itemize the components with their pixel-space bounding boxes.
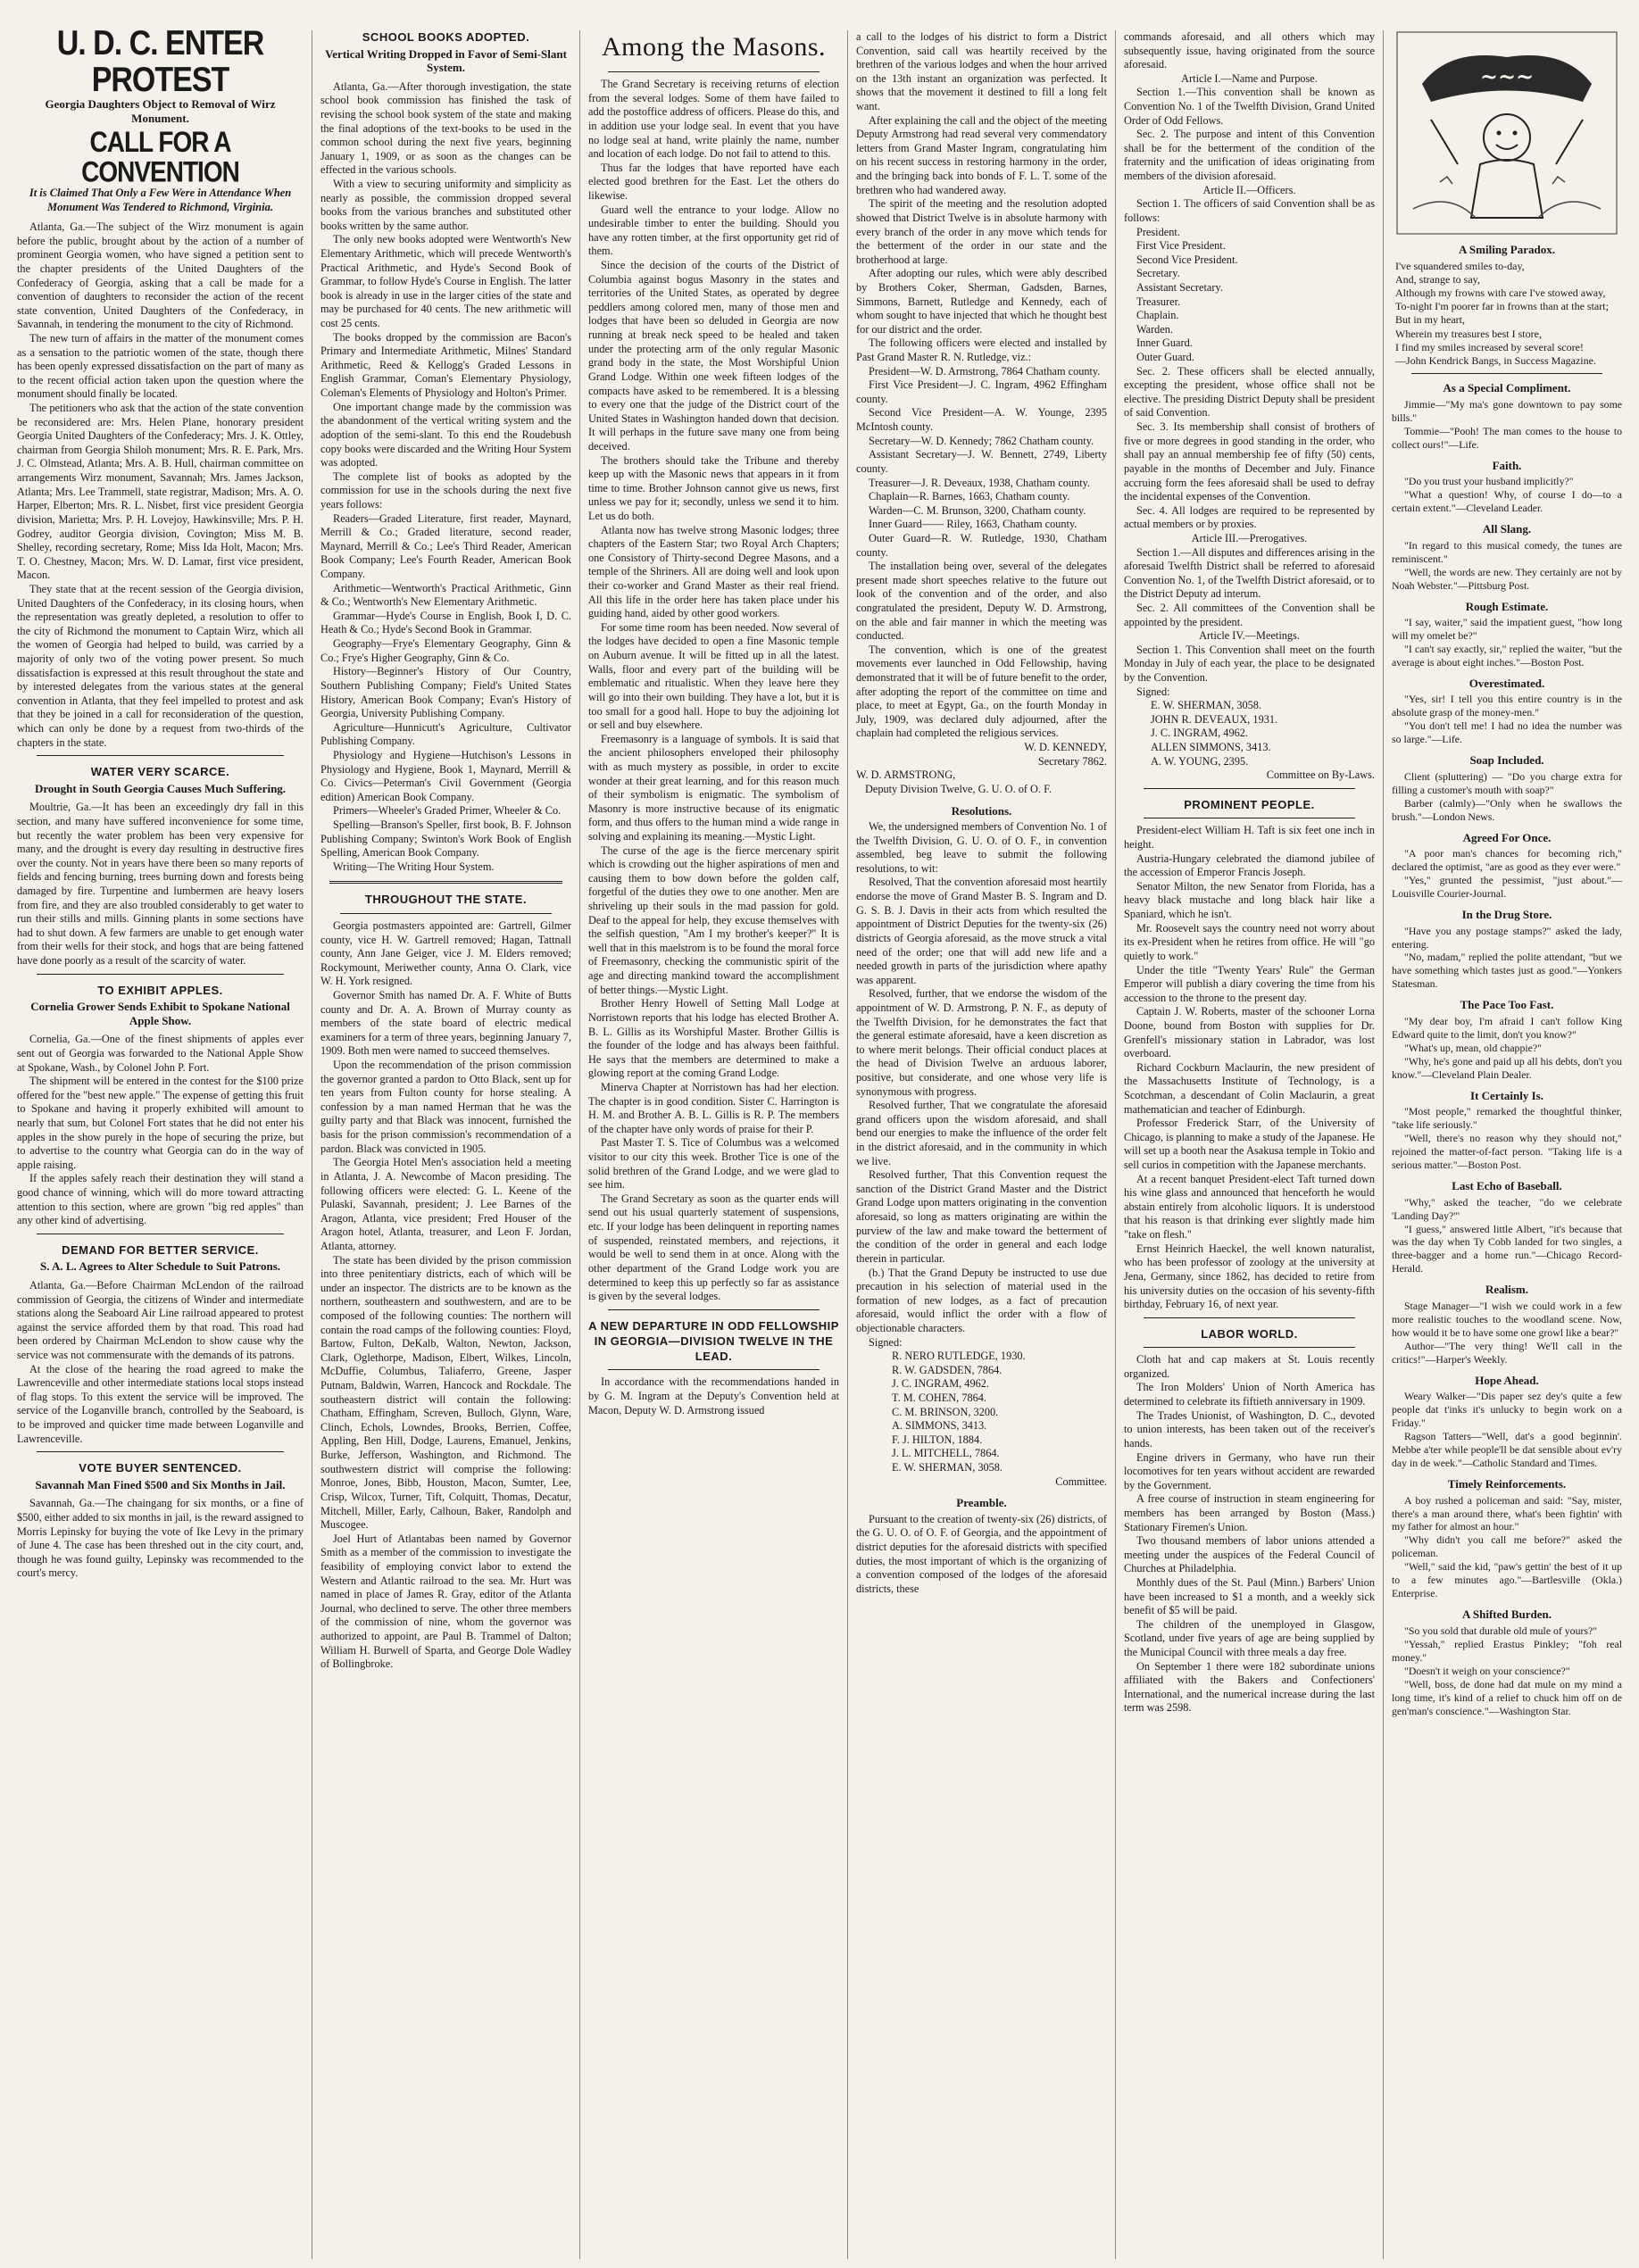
article-heading: Article II.—Officers. bbox=[1202, 183, 1296, 196]
deck: Vertical Writing Dropped in Favor of Semi-Slant System. bbox=[325, 46, 567, 75]
paragraph: Section 1. The officers of said Convention shall be as follows: bbox=[1124, 197, 1375, 224]
joke-title: A Smiling Paradox. bbox=[1459, 243, 1555, 256]
signature: W. D. KENNEDY, bbox=[1024, 741, 1107, 754]
article-heading: Article IV.—Meetings. bbox=[1199, 629, 1300, 643]
paragraph: Treasurer—J. R. Deveaux, 1938, Chatham county. bbox=[869, 476, 1091, 489]
paragraph: Readers—Graded Literature, first reader, Maynard, Merrill & Co.; Graded literature, second reader, Maynard, Merrill & Co.; Lee's Third Reader, American Book Company; Lee's Fourth Reader, American Book Company. bbox=[320, 511, 571, 581]
paragraph: Past Master T. S. Tice of Columbus was a welcomed visitor to our city this week. Brother Tice is one of the solid brethren of the Grand Lodge, and we were glad to see him. bbox=[588, 1136, 839, 1192]
poem-line: To-night I'm poorer far in frowns than at the start; bbox=[1395, 300, 1609, 313]
humor-cartoon-illustration bbox=[1395, 30, 1618, 236]
column-3 bbox=[580, 30, 848, 2259]
paragraph: Brother Henry Howell of Setting Mall Lodge at Norristown reports that his lodge has elected Brother A. B. L. Gillis as its Worshipful Master. Brother Gillis is the founder of the lodge and has always been faithful. He says that the members are determined to make a glowing report at the coming Grand Lodge. bbox=[588, 997, 839, 1080]
paragraph: The curse of the age is the fierce mercenary spirit which is crowding out the higher aspirations of men and causing them to bow down before the golden calf, forgetful of the duties they owe to one another. Men are shriveling up their souls in the mad passion for gold. Deaf to the appeal for help, they excuse themselves with the selfish question, "Am I my brother's keeper?" It is well that in this maelstrom is to be found the moral force of Freemasonry, checking the communistic spirit of the age and directing mankind toward the accomplishment of better things.—Mystic Light. bbox=[588, 843, 839, 996]
committee-member: J. L. MITCHELL, 7864. bbox=[892, 1447, 1000, 1460]
headline-water: WATER VERY SCARCE. bbox=[90, 765, 230, 779]
committee-member: J. C. INGRAM, 4962. bbox=[1151, 727, 1248, 740]
deck: Savannah Man Fined $500 and Six Months in Jail. bbox=[35, 1477, 286, 1491]
officer-title: Warden. bbox=[1136, 322, 1174, 336]
headline-masons: Among the Masons. bbox=[602, 32, 826, 62]
paragraph: Moultrie, Ga.—It has been an exceedingly dry fall in this section, and many have suffered inconvenience for some time, but recently the water problem has been very expensive for many, and the drought is every day resulting in destructive fires over the county. Not in years have there been so many reports of fields and fencing burning, trees burning down and forests being damaged by fire. Turpentine and lumbermen are heavy losers from fire, and they are also troubled considerably to get water to run their stills and mills. Ginning plants in some sections have had to shut down. A few farmers are unable to get enough water from their wells for their stock, and hogs that are being fattened have done poorly as a result of the scarcity of water. bbox=[17, 801, 304, 968]
paragraph: The following officers were elected and installed by Past Grand Master R. N. Rutledge, viz.: bbox=[856, 336, 1107, 364]
joke-title: Overestimated. bbox=[1468, 676, 1545, 690]
headline-labor-world: LABOR WORLD. bbox=[1201, 1326, 1298, 1341]
paragraph: Section 1.—This convention shall be known as Convention No. 1 of the Twelfth Division, Grand United Order of Odd Fellows. bbox=[1124, 86, 1375, 127]
paragraph: Upon the recommendation of the prison commission the governor granted a pardon to Otto Black, sent up for ten years from Fulton county for horse stealing. A confession by a man named Herman that he was the guilty party and that Black was innocent, furnished the basis for the prison commission's recommendation of a pardon. Black was convicted in 1905. bbox=[320, 1059, 571, 1155]
paragraph: After explaining the call and the object of the meeting Deputy Armstrong had read several very commendatory letters from Grand Master Ingram, congratulating him on his recent success in restoring harmony in the order, and the bringing back into bonds of F. L. T. some of the brethren who had wandered away. bbox=[856, 113, 1107, 196]
committee-member: E. W. SHERMAN, 3058. bbox=[1151, 699, 1262, 712]
paragraph: We, the undersigned members of Convention No. 1 of the Twelfth Division, G. U. O. of O. F., in convention assembled, beg leave to submit the following resolutions, to wit: bbox=[856, 820, 1107, 875]
paragraph: The only new books adopted were Wentworth's New Elementary Arithmetic, which will precede Wentworth's Practical Arithmetic, and Hyde's Second Book of Grammar, to follow Hyde's Course in English. The latter book is already in use in the larger cities of the state and may be purchased for 40 cents. The new arithmetic will cost 25 cents. bbox=[320, 233, 571, 330]
joke-title: Soap Included. bbox=[1469, 753, 1544, 768]
paragraph: The Georgia Hotel Men's association held a meeting in Atlanta, J. A. Newcombe of Macon presiding. The following officers were elected: G. L. Keene of the Pulaski, Savannah, president; J. Lee Barnes of the Aragon, Atlanta, vice president; Fred Houser of the Aragon hotel, Atlanta, treasurer, and Leon F. Jordan, Atlanta, attorney. bbox=[320, 1156, 571, 1252]
poem-line: And, strange to say, bbox=[1395, 272, 1480, 286]
article-heading: Article III.—Prerogatives. bbox=[1191, 531, 1308, 544]
paragraph: Secretary—W. D. Kennedy; 7862 Chatham county. bbox=[869, 434, 1094, 447]
paragraph: Sec. 3. Its membership shall consist of brothers of five or more degrees in good standing in the order, who shall pay an annual membership fee of fifty (50) cents, payable in the months of December and July. Finance accruing form the fees aforesaid shall be used to defray the incidental expenses of the Convention. bbox=[1124, 420, 1375, 503]
committee-member: A. W. YOUNG, 2395. bbox=[1151, 754, 1249, 768]
headline-service: DEMAND FOR BETTER SERVICE. bbox=[62, 1242, 259, 1257]
paragraph: The Grand Secretary is receiving returns of election from the several lodges. Some of them have failed to add the postoffice address of officers. Please do this, and in addition use your lodge seal. In event that you have no lodge seal at hand, write plainly the name, number and location of each lodge. Do not fail to attend to this. bbox=[588, 78, 839, 161]
committee-member: JOHN R. DEVEAUX, 1931. bbox=[1151, 712, 1278, 726]
paragraph: Chaplain—R. Barnes, 1663, Chatham county. bbox=[869, 490, 1070, 503]
joke-line: "Do you trust your husband implicitly?" bbox=[1404, 475, 1574, 488]
paragraph: Section 1. This Convention shall meet on the fourth Monday in July of each year, the place to be designated by the Convention. bbox=[1124, 643, 1375, 685]
poem-line: I've squandered smiles to-day, bbox=[1395, 259, 1525, 272]
joke-title: Realism. bbox=[1485, 1283, 1529, 1297]
joke-line: Jimmie—"My ma's gone downtown to pay some bills." bbox=[1392, 397, 1622, 424]
joke-line: "Most people," remarked the thoughtful thinker, "take life seriously." bbox=[1392, 1105, 1622, 1132]
divider bbox=[37, 974, 284, 975]
paragraph: Professor Frederick Starr, of the University of Chicago, is planning to make a study of the Japanese. He will set up a booth near the Asakusa temple in Tokio and sell curios in competition with the Japanese merchants. bbox=[1124, 1117, 1375, 1172]
committee-label: Committee on By-Laws. bbox=[1266, 768, 1375, 782]
paragraph: Warden—C. M. Brunson, 3200, Chatham county. bbox=[869, 503, 1086, 517]
paragraph: The new turn of affairs in the matter of the monument comes as a sensation to the patriotic women of the state, though there has been openly expressed dissatisfaction on the part of many as to the recent official action taken upon the question where the monument should finally be located. bbox=[17, 331, 304, 401]
paragraph: Assistant Secretary—J. W. Bennett, 2749, Liberty county. bbox=[856, 448, 1107, 475]
divider bbox=[1144, 788, 1355, 789]
paragraph: They state that at the recent session of the Georgia division, United Daughters of the Confederacy, in its closing hours, when the representation was greatly depleted, a resolution to offer to the city of Richmond the monument to Captain Wirz, which all the women of Georgia had helped to build, was carried by a majority of only two of the voting power present. So much dissatisfaction is expressed at this result throughout the state and by interested delegates from the various states at the general convention in Atlanta, that they feel impelled to protest and ask that they be joined in a call for reconsideration of the question, which can only be done by a request from two-thirds of the chapters in the state. bbox=[17, 582, 304, 749]
paragraph: Sec. 2. The purpose and intent of this Convention shall be for the betterment of the condition of the fraternity and the unification of ideas originating from members of the division aforesaid. bbox=[1124, 128, 1375, 183]
deck: Georgia Daughters Object to Removal of Wirz Monument. bbox=[45, 97, 276, 125]
paragraph: Grammar—Hyde's Course in English, Book I, D. C. Heath & Co.; Hyde's Second Book in Grammar. bbox=[320, 609, 571, 636]
paragraph: Inner Guard—— Riley, 1663, Chatham county. bbox=[869, 518, 1077, 531]
paragraph: The children of the unemployed in Glasgow, Scotland, under five years of age are being supplied by the Municipal Council with three meals a day free. bbox=[1124, 1617, 1375, 1659]
paragraph: Section 1.—All disputes and differences arising in the aforesaid Twelfth District shall be referred to aforesaid Convention No. 1, of the Twelfth District aforesaid, or to the District Deputy ad interum. bbox=[1124, 545, 1375, 601]
paragraph: The state has been divided by the prison commission into three penitentiary districts, each of which will be under an inspector. The districts are to be known as the northern, southeastern and southwestern, and are to be composed of the following counties: The northern will contain the road camps of the following counties: Floyd, Bartow, Fulton, DeKalb, Walton, Newton, Jackson, Clark, Oglethorpe, Madison, Elbert, Wilkes, Lincoln, McDuffie, Columbus, Taliaferro, Greene, Jasper Putnam, Baldwin, Warren, Hancock and Rockdale. The southeastern district will contain the following: Chatham, Effingham, Screven, Bulloch, Glynn, Ware, Clinch, Echols, Lowndes, Brooks, Berrien, Coffee, Appling, Ben Hill, Dodge, Laurens, Emanuel, Jenkins, Burke, Jefferson, Washington, and Richmond. The southwestern district will comprise the following: Monroe, Jones, Bibb, Houston, Macon, Sumter, Lee, Crisp, Wilcox, Turner, Tift, Colquitt, Thomas, Decatur, Mitchell, Miller, Early, Calhoun, Baker, Randolph and Muscogee. bbox=[320, 1253, 571, 1532]
paragraph: The Grand Secretary as soon as the quarter ends will send out his usual quarterly statement of suspensions, etc. If your lodge has been delinquent in reporting names of suspended, reinstated members, and rejections, it would be well to send them in at once. Along with the other department of the Grand Lodge work you are determined to keep this up perfectly so far as assistance is given by the several lodges. bbox=[588, 1192, 839, 1303]
paragraph: Arithmetic—Wentworth's Practical Arithmetic, Ginn & Co.; Wentworth's New Elementary Arithmetic. bbox=[320, 581, 571, 609]
committee-member: T. M. COHEN, 7864. bbox=[892, 1392, 987, 1404]
joke-line: A boy rushed a policeman and said: "Say, mister, there's a man around there, what's been fightin' with my father for almost an hour." bbox=[1392, 1493, 1622, 1533]
paragraph: Pursuant to the creation of twenty-six (26) districts, of the G. U. O. of O. F. of Georgia, and the appointment of district deputies for the aforesaid districts with specified duties, the most important of which is the organizing of a convention composed of the lodges of the aforesaid districts, these bbox=[856, 1512, 1107, 1595]
paragraph: For some time room has been needed. Now several of the lodges have decided to open a fine Masonic temple on Auburn avenue. It will be fitted up in all the latest. Walls, floor and every part of the building will be emblematic and ritualistic. When they leave here they will go into their own building. They have a lot, but it is too small for a good hall. Hope to buy the adjoining lot or sell and buy elsewhere. bbox=[588, 620, 839, 732]
paragraph: Ernst Heinrich Haeckel, the well known naturalist, who has been professor of zoology at the university at Jena, Germany, since 1862, has decided to retire from his university duties on the occasion of his seventy-fifth birthday, February 16, of next year. bbox=[1124, 1242, 1375, 1311]
joke-title: It Certainly Is. bbox=[1470, 1088, 1543, 1102]
joke-line: "Well," said the kid, "paw's gettin' the best of it up to a few minutes ago."—Bartlesville (Okla.) Enterprise. bbox=[1392, 1560, 1622, 1600]
joke-title: As a Special Compliment. bbox=[1443, 381, 1571, 395]
paragraph: Atlanta now has twelve strong Masonic lodges; three chapters of the Eastern Star; two Royal Arch Chapters; one Consistory of Thirty-second Degree Masons, and a temple of the Shriners. All are doing well and look upon their co-worker and Grand Master as their real friend. All this life in the order here has taken place under his guiding hand, aided by other good workers. bbox=[588, 523, 839, 620]
paragraph: President—W. D. Armstrong, 7864 Chatham county. bbox=[869, 364, 1101, 378]
officer-title: Chaplain. bbox=[1136, 309, 1179, 322]
bylaws-committee-names bbox=[1124, 699, 1375, 768]
paragraph: At a recent banquet President-elect Taft turned down his wine glass and announced that henceforth he would abstain entirely from alcoholic liquors. It is understood that his reason is that drinking ever slightly made him "take on flesh." bbox=[1124, 1172, 1375, 1242]
joke-title: Rough Estimate. bbox=[1465, 599, 1549, 613]
joke-line: "In regard to this musical comedy, the tunes are reminiscent." bbox=[1392, 538, 1622, 565]
joke-line: "Yes," grunted the pessimist, "just about."—Louisville Courier-Journal. bbox=[1392, 874, 1622, 901]
paragraph: The complete list of books as adopted by the commission for use in the schools during the next five years follows: bbox=[320, 469, 571, 511]
paragraph: Sec. 2. All committees of the Convention shall be appointed by the president. bbox=[1124, 601, 1375, 628]
joke-line: "Have you any postage stamps?" asked the lady, entering. bbox=[1392, 924, 1622, 951]
committee-member: E. W. SHERMAN, 3058. bbox=[892, 1461, 1003, 1475]
paragraph: The installation being over, several of the delegates present made short speeches relative to the future out look of the convention and of the order, and also congratulated the president, Deputy W. D. Armstrong, on the able and fair manner in which the meeting was conducted. bbox=[856, 560, 1107, 643]
joke-line: "You don't tell me! I had no idea the number was so large."—Life. bbox=[1392, 719, 1622, 746]
column-2 bbox=[312, 30, 580, 2259]
headline-apples: TO EXHIBIT APPLES. bbox=[97, 983, 223, 997]
columns bbox=[9, 30, 1630, 2259]
headline-throughout-state: THROUGHOUT THE STATE. bbox=[364, 893, 528, 907]
joke-line: Barber (calmly)—"Only when he swallows the brush."—London News. bbox=[1392, 796, 1622, 823]
committee-member: C. M. BRINSON, 3200. bbox=[892, 1405, 999, 1418]
paragraph: Atlanta, Ga.—After thorough investigation, the state school book commission has finished the task of revising the school book system of the state and making the final adoptions of the text-books to be used in the common school during the next five years, beginning January 1, 1909, or as soon as the changes can be effected in the various schools. bbox=[320, 79, 571, 177]
paragraph: Monthly dues of the St. Paul (Minn.) Barbers' Union have been increased to $1 a month, and a weekly sick benefit of $5 will be paid. bbox=[1124, 1575, 1375, 1617]
paragraph: Austria-Hungary celebrated the diamond jubilee of the accession of Emperor Francis Joseph. bbox=[1124, 852, 1375, 879]
joke-line: Ragson Tatters—"Well, dat's a good beginnin'. Mebbe a'ter while people'll be dat sensible about ev'ry day in de week."—Catholic Standard and Times. bbox=[1392, 1430, 1622, 1470]
joke-line: "Why, he's gone and paid up all his debts, don't you know."—Cleveland Plain Dealer. bbox=[1392, 1054, 1622, 1081]
joke-line: "Why," asked the teacher, "do we celebrate 'Landing Day?'" bbox=[1392, 1195, 1622, 1222]
joke-title: Agreed For Once. bbox=[1462, 830, 1552, 844]
column-5 bbox=[1116, 30, 1384, 2259]
committee-member: R. NERO RUTLEDGE, 1930. bbox=[892, 1350, 1026, 1363]
poem-line: Wherein my treasures best I store, bbox=[1395, 327, 1542, 340]
paragraph: Since the decision of the courts of the District of Columbia against bogus Masonry in the states and territories of the United States, as operated by degree peddlers among colored men, many of those men and lodges that have been so deluded in Georgia are now running at break neck speed to be healed and taken under the protecting arm of the only regular Masonic grand body in the state, the Most Worshipful Union Grand Lodge. Within one week fifteen lodges of the compacts have asked to be remembered. It is a blessing to every one that the judge of the District court of the United States in Washington handed down that decision. It will perhaps in the future save many one from being deceived. bbox=[588, 259, 839, 453]
paragraph: Joel Hurt of Atlantabas been named by Governor Smith as a member of the commission to investigate the feasibility of employing convict labor to extend the Western and Atlantic railroad to the sea. Mr. Hurt was named in place of James R. Gray, editor of the Atlanta Journal, who declined to serve. The other three members of the commission of nine, whom the governor was authorized to appoint, are Paul B. Trammel of Dalton; William H. Burwell of Sparta, and George Dole Wadley of Bollingbroke. bbox=[320, 1532, 571, 1671]
joke-line: "Yessah," replied Erastus Pinkley; "foh real money." bbox=[1392, 1637, 1622, 1664]
officer-title: Assistant Secretary. bbox=[1136, 280, 1223, 294]
paragraph: President-elect William H. Taft is six feet one inch in height. bbox=[1124, 824, 1375, 852]
paragraph: Freemasonry is a language of symbols. It is said that the ancient philosophers enveloped their philosophy with as much mystery as possible, in order to excite wonder at their great learning, and for this reason much of their symbolism is enigmatic. The symbolism of Masonry is more instructive because of its enigmatic form, and thus offers to the human mind a wide range in solving and explaining its meaning.—Mystic Light. bbox=[588, 732, 839, 843]
headline-school-books: SCHOOL BOOKS ADOPTED. bbox=[362, 30, 530, 44]
paragraph: Spelling—Branson's Speller, first book, B. F. Johnson Publishing Company; Swinton's Work Book of English Spelling, American Book Company. bbox=[320, 818, 571, 860]
poem-line: But in my heart, bbox=[1395, 313, 1465, 327]
paragraph: The books dropped by the commission are Bacon's Primary and Intermediate Arithmetic, Milnes' Standard Arithmetic, Reed & Kellogg's Graded Lessons in English Grammar, Coman's Elementary Physiology, Coleman's Elements of Physiology and Holton's Primer. bbox=[320, 330, 571, 400]
joke-line: "I can't say exactly, sir," replied the waiter, "but the average is about eight inches."—Boston Post. bbox=[1392, 642, 1622, 669]
deck: S. A. L. Agrees to Alter Schedule to Suit Patrons. bbox=[39, 1259, 281, 1274]
paragraph: a call to the lodges of his district to form a District Convention, said call was heartily received by the brethren of the various lodges and when the hour arrived on the 13th instant an organization was perfected. It shows that the movement it destined to fill a long felt want. bbox=[856, 30, 1107, 113]
subhead-preamble: Preamble. bbox=[956, 1496, 1007, 1510]
paragraph: Thus far the lodges that have reported have each elected good brethren for the East. Let the others do likewise. bbox=[588, 161, 839, 202]
svg-text:~~~: ~~~ bbox=[1479, 63, 1535, 89]
headline-odd-fellowship: A NEW DEPARTURE IN ODD FELLOWSHIP IN GEORGIA—DIVISION TWELVE IN THE LEAD. bbox=[588, 1318, 839, 1363]
paragraph: One important change made by the commission was the abandonment of the vertical writing system and the adoption of the semi-slant. To this end the Roudebush copy books were discarded and the Writing Hour System was adopted. bbox=[320, 400, 571, 469]
signature-title: Secretary 7862. bbox=[1037, 754, 1107, 768]
paragraph: The Trades Unionist, of Washington, D. C., devoted to union interests, has been taken out of the receiver's hands. bbox=[1124, 1408, 1375, 1450]
joke-line: "Why didn't you call me before?" asked the policeman. bbox=[1392, 1533, 1622, 1560]
joke-line: Tommie—"Pooh! The man comes to the house to collect ours!"—Life. bbox=[1392, 424, 1622, 451]
paragraph: Cloth hat and cap makers at St. Louis recently organized. bbox=[1124, 1353, 1375, 1380]
paragraph: Geography—Frye's Elementary Geography, Ginn & Co.; Frye's Higher Geography, Ginn & Co. bbox=[320, 637, 571, 664]
divider bbox=[37, 755, 284, 756]
joke-line: "Well, there's no reason why they should not," rejoined the matter-of-fact person. "Taking life is a serious matter."—Boston Post. bbox=[1392, 1132, 1622, 1172]
signed-label: Signed: bbox=[869, 1335, 903, 1349]
divider bbox=[608, 1369, 820, 1370]
paragraph: Outer Guard—R. W. Rutledge, 1930, Chatham county. bbox=[856, 531, 1107, 559]
joke-line: "Yes, sir! I tell you this entire country is in the absolute grasp of the money-men." bbox=[1392, 693, 1622, 719]
paragraph: Under the title "Twenty Years' Rule" the German Emperor will publish a diary covering the time from his accession to the throne to the present day. bbox=[1124, 963, 1375, 1004]
paragraph: The Iron Molders' Union of North America has determined to celebrate its fiftieth anniversary in 1909. bbox=[1124, 1381, 1375, 1408]
paragraph: Guard well the entrance to your lodge. Allow no undesirable timber to enter the building. Should you have any rotten timber, at the first opportunity get rid of them. bbox=[588, 203, 839, 258]
headline-udc: U. D. C. ENTER PROTEST bbox=[56, 30, 264, 100]
paragraph: On September 1 there were 182 subordinate unions affiliated with the Bakers and Confectioners' International, and the numerical increase during the last term was 2598. bbox=[1124, 1659, 1375, 1715]
joke-line: "A poor man's chances for becoming rich," declared the optimist, "are as good as they ever were." bbox=[1392, 847, 1622, 874]
paragraph: Senator Milton, the new Senator from Florida, has a heavy black mustache and long black hair like a Spaniard, which he isn't. bbox=[1124, 879, 1375, 921]
divider bbox=[1144, 1317, 1355, 1318]
paragraph: Captain J. W. Roberts, master of the schooner Lorna Doone, bound from Boston with supplies for Dr. Grenfell's missionary station in Labrador, was lost overboard. bbox=[1124, 1005, 1375, 1060]
paragraph: The brothers should take the Tribune and thereby keep up with the Masonic news that appears in it from time to time. Brother Johnson cannot give us news, first unless we pay for it; secondly, unless we send it to him. Let us do both. bbox=[588, 453, 839, 522]
poem bbox=[1392, 260, 1622, 369]
divider bbox=[608, 1309, 820, 1310]
column-4 bbox=[848, 30, 1116, 2259]
joke-line: "So you sold that durable old mule of yours?" bbox=[1404, 1624, 1598, 1637]
paragraph: Atlanta, Ga.—The subject of the Wirz monument is again before the public, brought about by the action of a number of prominent Georgia women, who have signed a petition sent to the chapter presidents of the United Daughters of the Confederacy of Georgia, asking that a call be made for a convention of daughters to reconsider the action of the recent state convention, United Daughters of the Confederacy, in Savannah, in tendering the monument to the city of Richmond. bbox=[17, 220, 304, 331]
joke-line: "What a question! Why, of course I do—to a certain extent."—Cleveland Leader. bbox=[1392, 488, 1622, 515]
committee-label: Committee. bbox=[1055, 1475, 1107, 1488]
signed-label: Signed: bbox=[1136, 685, 1170, 698]
paragraph: Writing—The Writing Hour System. bbox=[333, 860, 495, 873]
joke-title: All Slang. bbox=[1482, 522, 1532, 536]
divider bbox=[329, 881, 562, 884]
joke-title: Last Echo of Baseball. bbox=[1452, 1179, 1562, 1193]
deck: Drought in South Georgia Causes Much Suffering. bbox=[34, 781, 287, 795]
deck: It is Claimed That Only a Few Were in Attendance When Monument Was Tendered to Richmond, Virginia. bbox=[29, 187, 292, 214]
paragraph: The shipment will be entered in the contest for the $100 prize offered for the "best new apple." The expense of getting this fruit to Spokane and having it properly exhibited will amount to nearly that sum, but Colonel Fort states that he did not enter his apples in the show purely in the hope of securing the prize, but to advertise to the country what Georgia can do in the way of apple raising. bbox=[17, 1075, 304, 1171]
divider bbox=[340, 913, 552, 914]
paragraph: History—Beginner's History of Our Country, Southern Publishing Company; Field's United States History, American Book Company; Evan's History of Georgia, University Publishing Company. bbox=[320, 665, 571, 720]
committee-member: J. C. INGRAM, 4962. bbox=[892, 1377, 989, 1391]
paragraph: Sec. 4. All lodges are required to be represented by actual members or by proxies. bbox=[1124, 503, 1375, 531]
joke-line: Stage Manager—"I wish we could work in a few more realistic touches to the woodland scene. Now, how would it be to have some one growl like a bear?" bbox=[1392, 1299, 1622, 1339]
joke-title: In the Drug Store. bbox=[1461, 908, 1552, 922]
paragraph: If the apples safely reach their destination they will stand a good chance of winning, which will do more toward attracting attention to this section, where are grown "big red apples" than any other kind of advertising. bbox=[17, 1172, 304, 1227]
paragraph: Agriculture—Hunnicutt's Agriculture, Cultivator Publishing Company. bbox=[320, 720, 571, 748]
paragraph: The petitioners who ask that the action of the state convention be reconsidered are: Mrs. Helen Plane, honorary president Georgia United Daughters of the Confederacy; Mrs. J. K. Ottley, chairman from Georgia Shiloh monument; Mrs. R. E. Park, Mrs. J. C. Olmstead, Atlanta; Mrs. A. B. Hull, chairman committee on arrangements Wirz monument, Savannah; Mrs. James Jackson, Atlanta; Mrs. Lee Trammell, state registrar, Madison; Mrs. A. O. Harper, Elberton; Mrs. R. L. Nisbet, first vice president Georgia division, Marietta; Mrs. P. H. Lovejoy, Hawkinsville; Mrs. P. H. Godrey, auditor Georgia division, Covington; Miss M. B. Shelley, recording secretary, Rome; Miss Ida Holt, Macon; Mrs. T. O. Chestney, Macon; Mrs. W. D. Lamar, first vice president, Macon. bbox=[17, 402, 304, 582]
committee-member: R. W. GADSDEN, 7864. bbox=[892, 1363, 1003, 1376]
joke-line: "My dear boy, I'm afraid I can't follow King Edward quite to the limit, don't you know?" bbox=[1392, 1014, 1622, 1041]
paragraph: Primers—Wheeler's Graded Primer, Wheeler & Co. bbox=[333, 804, 562, 818]
divider bbox=[608, 71, 820, 72]
officer-title: Inner Guard. bbox=[1136, 336, 1193, 350]
joke-line: "I guess," answered little Albert, "it's because that was the day when Ty Cobb landed for two singles, a three-bagger and a home run."—Chicago Record-Herald. bbox=[1392, 1222, 1622, 1275]
paragraph: Atlanta, Ga.—Before Chairman McLendon of the railroad commission of Georgia, the citizens of Winder and intermediate stations along the Seaboard Air Line railroad appeared to protest against the service afforded them by that road. This road had been ordered by Chairman McLendon to show cause why the service was not commensurate with the demands of its patrons. bbox=[17, 1278, 304, 1362]
joke-line: Client (spluttering) — "Do you charge extra for filling a customer's mouth with soap?" bbox=[1392, 769, 1622, 796]
article-heading: Article I.—Name and Purpose. bbox=[1181, 71, 1318, 85]
poem-line: I find my smiles increased by several score! bbox=[1395, 340, 1584, 353]
column-6 bbox=[1384, 30, 1630, 2259]
committee-member: F. J. HILTON, 1884. bbox=[892, 1433, 983, 1446]
joke-line: "Doesn't it weigh on your conscience?" bbox=[1404, 1664, 1570, 1677]
paragraph: Two thousand members of labor unions attended a meeting under the auspices of the Federal Council of Churches at Philadelphia. bbox=[1124, 1534, 1375, 1575]
committee-names bbox=[856, 1350, 1107, 1475]
poem-line: Although my frowns with care I've stowed away, bbox=[1395, 286, 1606, 299]
paragraph: Physiology and Hygiene—Hutchison's Lessons in Physiology and Hygiene, Book 1, Maynard, Merrill & Co. Civics—Peterman's Civil Government (Georgia edition) American Book Company. bbox=[320, 748, 571, 803]
committee-member: A. SIMMONS, 3413. bbox=[892, 1419, 987, 1433]
paragraph: At the close of the hearing the road agreed to make the Lawrenceville and other intermediate stations local stops instead of flag stops. To this extent the service will be improved. The service of the Loganville branch, controlled by the Seaboard, is to be improved and quicker time made between Loganville and Lawrenceville. bbox=[17, 1362, 304, 1445]
paragraph: With a view to securing uniformity and simplicity as nearly as possible, the commission dropped several books from the various branches and substituted other books written by the same author. bbox=[320, 177, 571, 232]
joke-line: "No, madam," replied the polite attendant, "but we have something which tastes just as good."—Yonkers Statesman. bbox=[1392, 951, 1622, 991]
signature: W. D. ARMSTRONG, bbox=[856, 768, 956, 782]
paragraph: The spirit of the meeting and the resolution adopted showed that District Twelve is in absolute harmony with every branch of the order in any move which tends for the betterment of the order in our state and the brotherhood at large. bbox=[856, 197, 1107, 266]
paragraph: Second Vice President—A. W. Younge, 2395 McIntosh county. bbox=[856, 406, 1107, 434]
paragraph: commands aforesaid, and all others which may subsequently issue, having originated from the source aforesaid. bbox=[1124, 30, 1375, 71]
paragraph: Richard Cockburn Maclaurin, the new president of the Massachusetts Institute of Technology, is a Scotchman, a descendant of Colin Maclaurin, a great mathematician and teacher of Edinburgh. bbox=[1124, 1060, 1375, 1116]
paragraph: (b.) That the Grand Deputy be instructed to use due precaution in his selection of material used in the formation of new lodges, as a fact of precaution aforesaid, would inflict the order with a flow of objectionable characters. bbox=[856, 1266, 1107, 1334]
officer-title: Treasurer. bbox=[1136, 295, 1181, 308]
paragraph: Governor Smith has named Dr. A. F. White of Butts county and Dr. A. A. Brown of Murray county as members of the state board of electric medical examiners for a term of three years, beginning January 7, 1909. Both men were named to succeed themselves. bbox=[320, 988, 572, 1058]
officer-title: Outer Guard. bbox=[1136, 351, 1194, 364]
joke-line: Weary Walker—"Dis paper sez dey's quite a few people dat t'inks it's unlucky to begin work on a Friday." bbox=[1392, 1390, 1622, 1430]
paragraph: Engine drivers in Germany, who have run their locomotives for ten years without accident are rewarded by the Government. bbox=[1124, 1450, 1375, 1491]
deck: Cornelia Grower Sends Exhibit to Spokane National Apple Show. bbox=[30, 1000, 290, 1027]
paragraph: Resolved, further, that we endorse the wisdom of the appointment of W. D. Armstrong, P. N. F., as deputy of the Twelfth Division, for he demonstrates the fact that the general estimate aforesaid, have a keen discretion as to where merit belongs. Their official conduct places at the head of Division Twelve an arduous laborer, positive, but considerate, and one whose very life is synonymous with progress. bbox=[856, 987, 1107, 1098]
joke-title: Faith. bbox=[1492, 458, 1522, 472]
paragraph: Mr. Roosevelt says the country need not worry about its ex-President when he retires from office. He will "go quietly to work." bbox=[1124, 921, 1375, 962]
officer-title: President. bbox=[1136, 225, 1180, 238]
joke-title: Hope Ahead. bbox=[1475, 1373, 1539, 1387]
joke-title: Timely Reinforcements. bbox=[1447, 1477, 1567, 1491]
divider bbox=[37, 1451, 284, 1452]
officer-list bbox=[1124, 226, 1375, 365]
poem-line: —John Kendrick Bangs, in Success Magazine. bbox=[1395, 354, 1596, 368]
officer-title: Secretary. bbox=[1136, 267, 1180, 280]
paragraph: Resolved further, That we congratulate the aforesaid grand officers upon the wisdom aforesaid, and shall bend our energies to make the influence of the order felt in the district aforesaid, and in the community in which we live. bbox=[856, 1099, 1107, 1167]
paragraph: A free course of instruction in steam engineering for members has been arranged by Boston (Mass.) Stationary Firemen's Union. bbox=[1124, 1492, 1375, 1533]
headline-vote-buyer: VOTE BUYER SENTENCED. bbox=[79, 1461, 242, 1475]
paragraph: Cornelia, Ga.—One of the finest shipments of apples ever sent out of Georgia was forwarded to the National Apple Show at Spokane, Wash., by Colonel John P. Fort. bbox=[17, 1033, 304, 1074]
paragraph: After adopting our rules, which were ably described by Brothers Coker, Sherman, Gadsden, Barnes, Simmons, Barnett, Rutledge and Kennedy, each of whom sought to have injected that which he thought best for our district and the order. bbox=[856, 267, 1107, 336]
joke-line: Author—"The very thing! We'll call in the critics!"—Harper's Weekly. bbox=[1392, 1339, 1622, 1366]
paragraph: Sec. 2. These officers shall be elected annually, excepting the president, whose office shall not be elective. The presiding District Deputy shall be president of said Convention. bbox=[1124, 364, 1375, 420]
divider bbox=[1144, 1347, 1355, 1348]
paragraph: The convention, which is one of the greatest movements ever launched in Odd Fellowship, having demonstrated that it will be of future benefit to the order, after adopting the report of the committee on time and place, to meet at Egypt, Ga., on the fourth Monday in July, 1909, was declared duly adjourned, after the chaplain had completed the religious services. bbox=[856, 643, 1107, 740]
paragraph: Georgia postmasters appointed are: Gartrell, Gilmer county, vice H. W. Gartrell removed; Hagan, Tattnall county, Ann Jane Geiger, vice J. M. Elders removed; Rockymount, Meriwether county, Anna O. Clark, vice W. H. York resigned. bbox=[320, 918, 571, 988]
joke-line: "I say, waiter," said the impatient guest, "how long will my omelet be?" bbox=[1392, 616, 1622, 642]
joke-title: The Pace Too Fast. bbox=[1460, 998, 1554, 1012]
headline-prominent-people: PROMINENT PEOPLE. bbox=[1184, 797, 1315, 811]
paragraph: First Vice President—J. C. Ingram, 4962 Effingham county. bbox=[856, 378, 1107, 405]
officer-title: First Vice President. bbox=[1136, 239, 1226, 253]
officer-title: Second Vice President. bbox=[1136, 253, 1238, 266]
joke-line: "Well, the words are new. They certainly are not by Noah Webster."—Pittsburg Post. bbox=[1392, 565, 1622, 592]
signature-title: Deputy Division Twelve, G. U. O. of O. F. bbox=[865, 782, 1052, 795]
paragraph: Resolved, That the convention aforesaid most heartily endorse the move of Grand Master B. S. Ingram and D. G. S. B. J. Davis in their acts from which resulted the appointment of District Deputies for the twenty-six (26) districts of Georgia aforesaid, as the move struck a vital need of the order; one that will add new life and a needed growth in parts of the jurisdiction where apathy was apparent. bbox=[856, 876, 1107, 986]
joke-title: A Shifted Burden. bbox=[1461, 1608, 1552, 1622]
paragraph: In accordance with the recommendations handed in by G. M. Ingram at the Deputy's Convention held at Macon, Deputy W. D. Armstrong issued bbox=[588, 1375, 839, 1416]
joke-line: "What's up, mean, old chappie?" bbox=[1404, 1041, 1542, 1054]
headline-convention: CALL FOR A CONVENTION bbox=[81, 126, 239, 188]
paragraph: Savannah, Ga.—The chaingang for six months, or a fine of $500, either added to six months in jail, is the reward assigned to Morris Lepinsky for buying the vote of Ike Levy in the primary of June 4. The case has been threshed out in the city court, and, though he was found guilty, Lepinsky was recommended to the court's mercy. bbox=[17, 1497, 304, 1580]
paragraph: Minerva Chapter at Norristown has had her election. The chapter is in good condition. Sister C. Harrington is H. M. and Brother A. B. L. Gillis is R. P. The members of the chapter have only words of praise for their P. bbox=[588, 1080, 839, 1135]
committee-member: ALLEN SIMMONS, 3413. bbox=[1151, 741, 1271, 754]
column-1 bbox=[9, 30, 312, 2259]
divider bbox=[1411, 373, 1602, 374]
subhead-resolutions: Resolutions. bbox=[951, 803, 1012, 818]
paragraph: Resolved further, That this Convention request the sanction of the District Grand Master and the District Grand Lodge upon matters originating in the convention aforesaid, so long as matters originating are within the purview of the law and make toward the betterment of the condition of the order in general and each lodge therein in particular. bbox=[856, 1168, 1107, 1265]
joke-line: "Well, boss, de done had dat mule on my mind a long time, it's kind of a relief to chuck him off on de gen'man's conscience."—Washington Star. bbox=[1392, 1677, 1622, 1717]
